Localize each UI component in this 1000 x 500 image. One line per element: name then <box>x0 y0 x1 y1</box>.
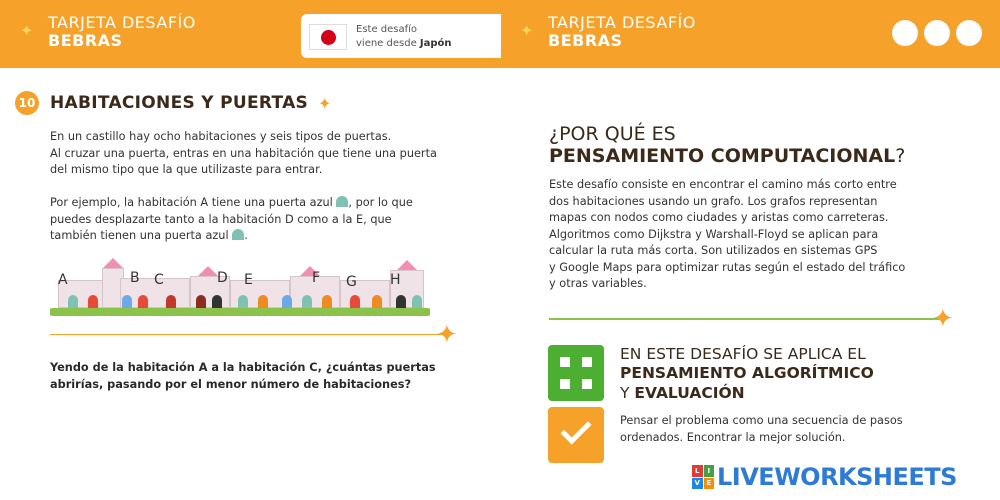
checkmark-icon <box>548 407 604 463</box>
why-heading-line2 <box>549 145 905 167</box>
brand-left-line2: BEBRAS <box>48 31 123 51</box>
algorithm-icon <box>548 345 604 401</box>
dots-decoration <box>892 20 982 46</box>
dot-1 <box>892 20 918 46</box>
door-orange <box>322 295 332 308</box>
brand-left-line1: TARJETA DESAFÍO <box>48 13 196 32</box>
castle-roof <box>397 260 417 270</box>
why-line: y otras variables. <box>549 277 647 290</box>
why-heading-bold: PENSAMIENTO COMPUTACIONAL <box>549 145 896 167</box>
door-black <box>212 295 222 308</box>
door-blue <box>302 295 312 308</box>
why-line: mapas con nodos como ciudades y aristas como carreteras. <box>549 211 889 224</box>
badge-letter: I <box>704 465 715 477</box>
star-icon: ✦ <box>20 21 34 40</box>
door-lightblue <box>282 295 292 308</box>
separator-left <box>50 334 445 335</box>
door-blue <box>238 295 248 308</box>
why-line: Este desafío consiste en encontrar el camino más corto entre <box>549 178 897 191</box>
applies-text-line: Pensar el problema como una secuencia de pasos <box>620 414 903 427</box>
brand-right-line1: TARJETA DESAFÍO <box>548 13 696 32</box>
room-label-g: G <box>346 274 357 290</box>
origin-country: Japón <box>419 38 452 49</box>
origin-prefix: viene desde <box>356 38 420 49</box>
blue-door-icon <box>232 229 244 240</box>
brand-left <box>48 14 196 51</box>
sparkle-icon: ✦ <box>318 94 332 113</box>
task-number: 10 <box>15 91 39 115</box>
dot-3 <box>956 20 982 46</box>
origin-text <box>356 23 452 51</box>
door-blue <box>412 295 422 308</box>
origin-line1: Este desafío <box>356 24 418 35</box>
applies-paragraph <box>620 413 903 446</box>
door-red <box>350 295 360 308</box>
room-label-f: F <box>312 270 321 286</box>
sparkle-icon: ✦ <box>436 320 458 350</box>
intro-line: del mismo tipo que la que utilizaste para entrar. <box>50 163 323 176</box>
brand-right-line2: BEBRAS <box>548 31 623 51</box>
badge-letter: V <box>692 478 703 490</box>
question <box>50 360 436 393</box>
door-brown <box>196 295 206 308</box>
badge-letter: E <box>704 478 715 490</box>
brand-right <box>548 14 696 51</box>
why-line: y Google Maps para optimizar rutas según el estado del tráfico <box>549 260 906 274</box>
applies-line2: PENSAMIENTO ALGORÍTMICO <box>620 364 874 382</box>
liveworksheets-wordmark: LIVEWORKSHEETS <box>717 463 957 491</box>
liveworksheets-badge-icon <box>692 465 714 489</box>
why-heading-line1: ¿POR QUÉ ES <box>549 123 676 145</box>
blue-door-icon <box>336 196 348 207</box>
door-lightblue <box>122 295 132 308</box>
applies-prefix: Y <box>620 384 635 402</box>
example-text: . <box>244 229 248 242</box>
example-text: , por lo que <box>348 196 413 209</box>
room-label-c: C <box>154 272 164 288</box>
question-line: Yendo de la habitación A a la habitación C, ¿cuántas puertas <box>50 361 436 374</box>
why-line: calcular la ruta más corta. Son utilizados en sistemas GPS <box>549 244 878 257</box>
origin-box <box>301 14 501 58</box>
room-label-b: B <box>130 270 140 286</box>
castle-illustration <box>50 258 435 320</box>
liveworksheets-logo <box>692 463 957 491</box>
door-orange <box>372 295 382 308</box>
dot-2 <box>924 20 950 46</box>
badge-letter: L <box>692 465 703 477</box>
example-line <box>50 228 413 245</box>
door-blue <box>68 295 78 308</box>
example-line <box>50 195 413 212</box>
room-label-a: A <box>58 272 68 288</box>
door-orange <box>258 295 268 308</box>
applies-bold: EVALUACIÓN <box>634 384 745 402</box>
door-red <box>88 295 98 308</box>
star-icon: ✦ <box>520 21 534 40</box>
task-title: HABITACIONES Y PUERTAS <box>50 93 309 113</box>
applies-text-line: ordenados. Encontrar la mejor solución. <box>620 430 846 444</box>
door-darkred <box>166 295 176 308</box>
example-paragraph <box>50 195 413 245</box>
sparkle-icon: ✦ <box>932 304 954 334</box>
why-paragraph <box>549 177 949 293</box>
intro-line: Al cruzar una puerta, entras en una habitación que tiene una puerta <box>50 146 437 160</box>
room-label-d: D <box>217 270 228 286</box>
applies-line1: EN ESTE DESAFÍO SE APLICA EL <box>620 345 866 363</box>
castle-roof <box>103 258 123 268</box>
why-line: Algoritmos como Dijkstra y Warshall-Floyd se aplican para <box>549 227 879 241</box>
applies-line3 <box>620 384 745 402</box>
why-heading-end: ? <box>895 145 906 167</box>
origin-line2 <box>356 37 452 51</box>
door-black <box>396 295 406 308</box>
example-text: también tienen una puerta azul <box>50 229 229 242</box>
room-label-h: H <box>390 272 401 288</box>
intro-paragraph <box>50 129 437 179</box>
room-label-e: E <box>244 272 253 288</box>
separator-right <box>549 318 939 320</box>
example-text: Por ejemplo, la habitación A tiene una puerta azul <box>50 196 333 209</box>
example-line: puedes desplazarte tanto a la habitación D como a la E, que <box>50 212 392 226</box>
why-line: dos habitaciones usando un grafo. Los grafos representan <box>549 194 878 208</box>
intro-line: En un castillo hay ocho habitaciones y seis tipos de puertas. <box>50 130 392 143</box>
castle-roof <box>198 266 218 276</box>
ground <box>50 308 430 316</box>
door-red <box>138 295 148 308</box>
question-line: abrirías, pasando por el menor número de habitaciones? <box>50 377 412 391</box>
japan-flag-icon <box>309 24 347 50</box>
